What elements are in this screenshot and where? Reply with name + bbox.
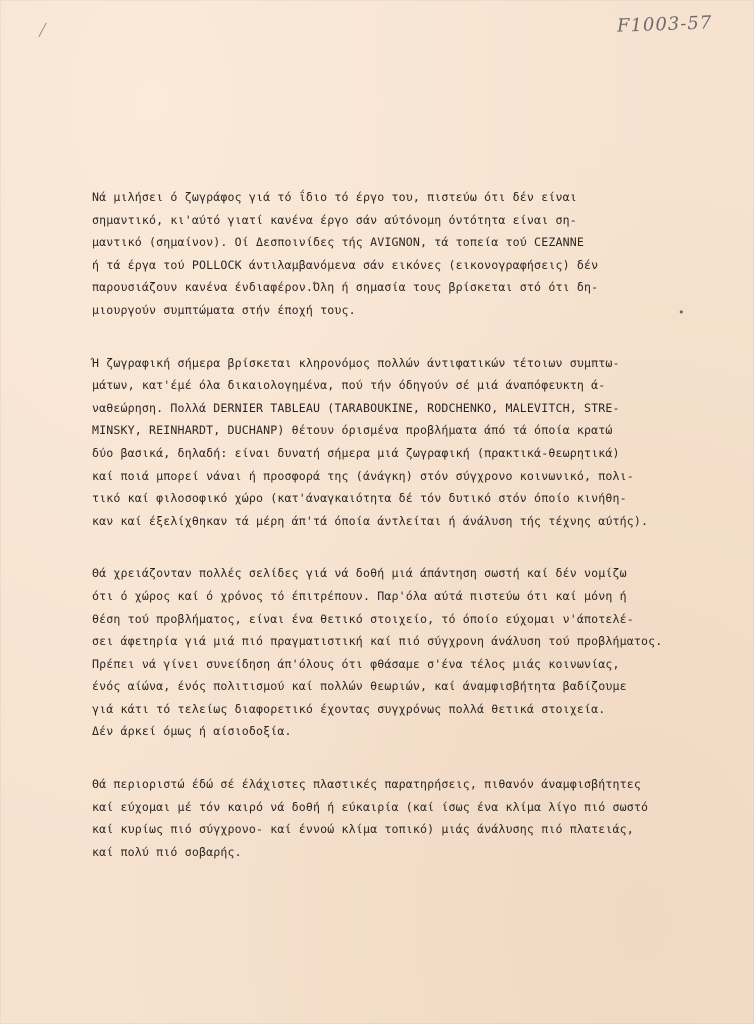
text-line: ένός αίώνα, ένός πολιτισμού καί πολλών θεωριών, καί άναμφισβήτητα βαδίζουμε — [92, 679, 627, 694]
text-line: δύο βασικά, δηλαδή: είναι δυνατή σήμερα μιά ζωγραφική (πρακτικά-θεωρητικά) — [92, 445, 620, 460]
text-line: καί πολύ πιό σοβαρής. — [92, 844, 242, 859]
text-line: μάτων, κατ'έμέ όλα δικαιολογημένα, πού τήν όδηγούν σέ μιά άναπόφευκτη ά- — [92, 378, 606, 393]
paragraph — [92, 562, 712, 743]
text-line: Θά χρειάζονταν πολλές σελίδες γιά νά δοθή μιά άπάντηση σωστή καί δέν νομίζω — [92, 566, 627, 581]
text-line: ότι ό χώρος καί ό χρόνος τό έπιτρέπουν. Παρ'όλα αύτά πιστεύω ότι καί μόνη ή — [92, 588, 627, 603]
paragraph — [92, 352, 712, 533]
text-line: τικό καί φιλοσοφικό χώρο (κατ'άναγκαιότητα δέ τόν δυτικό στόν όποίο κινήθη- — [92, 491, 627, 506]
text-line: καν καί έξελίχθηκαν τά μέρη άπ'τά όποία άντλείται ή άνάλυση τής τέχνης αύτής). — [92, 513, 649, 528]
text-line: MINSKY, REINHARDT, DUCHANP) θέτουν όρισμένα προβλήματα άπό τά όποία κρατώ — [92, 423, 613, 438]
text-line: καί κυρίως πιό σύγχρονο- καί έννοώ κλίμα τοπικό) μιάς άνάλυσης πιό πλατειάς, — [92, 822, 634, 837]
text-line: μιουργούν συμπτώματα στήν έποχή τους. — [92, 302, 356, 317]
text-line: Ή ζωγραφική σήμερα βρίσκεται κληρονόμος πολλών άντιφατικών τέτοιων συμπτω- — [92, 355, 620, 370]
text-line: σει άφετηρία γιά μιά πιό πραγματιστική καί πιό σύγχρονη άνάλυση τού προβλήματος. — [92, 634, 663, 649]
text-line: ή τά έργα τού POLLOCK άντιλαμβανόμενα σάν εικόνες (εικονογραφήσεις) δέν — [92, 257, 599, 272]
text-line: Δέν άρκεί όμως ή αίσιοδοξία. — [92, 724, 292, 739]
text-line: παρουσιάζουν κανένα ένδιαφέρον.Όλη ή σημασία τους βρίσκεται στό ότι δη- — [92, 280, 599, 295]
text-line: Πρέπει νά γίνει συνείδηση άπ'όλους ότι φθάσαμε σ'ένα τέλος μιάς κοινωνίας, — [92, 656, 620, 671]
corner-pencil-mark — [38, 23, 46, 38]
text-line: θέση τού προβλήματος, είναι ένα θετικό στοιχείο, τό όποίο εύχομαι ν'άποτελέ- — [92, 611, 634, 626]
archive-reference: F1003-57 — [616, 12, 713, 37]
text-line: καί εύχομαι μέ τόν καιρό νά δοθή ή εύκαιρία (καί ίσως ένα κλίμα λίγο πιό σωστό — [92, 799, 649, 814]
stray-ink-mark: • — [678, 306, 685, 319]
text-line: γιά κάτι τό τελείως διαφορετικό έχοντας συγχρόνως πολλά θετικά στοιχεία. — [92, 701, 606, 716]
paragraph — [92, 773, 712, 863]
text-line: Νά μιλήσει ό ζωγράφος γιά τό ΐδιο τό έργο του, πιστεύω ότι δέν είναι — [92, 190, 577, 204]
text-line: καί ποιά μπορεί νάναι ή προσφορά της (άνάγκη) στόν σύγχρονο κοινωνικό, πολι- — [92, 468, 634, 483]
text-line: μαντικό (σημαίνον). Οί Δεσποινίδες τής AVIGNON, τά τοπεία τού CEZANNE — [92, 235, 584, 250]
text-line: Θά περιοριστώ έδώ σέ έλάχιστες πλαστικές παρατηρήσεις, πιθανόν άναμφισβήτητες — [92, 777, 642, 792]
text-line: σημαντικό, κι'αύτό γιατί κανένα έργο σάν αύτόνομη όντότητα είναι ση- — [92, 212, 577, 227]
typewritten-body — [92, 186, 712, 863]
text-line: ναθεώρηση. Πολλά DERNIER TABLEAU (TARABOUKINE, RODCHENKO, MALEVITCH, STRE- — [92, 400, 620, 415]
paragraph — [92, 186, 712, 322]
